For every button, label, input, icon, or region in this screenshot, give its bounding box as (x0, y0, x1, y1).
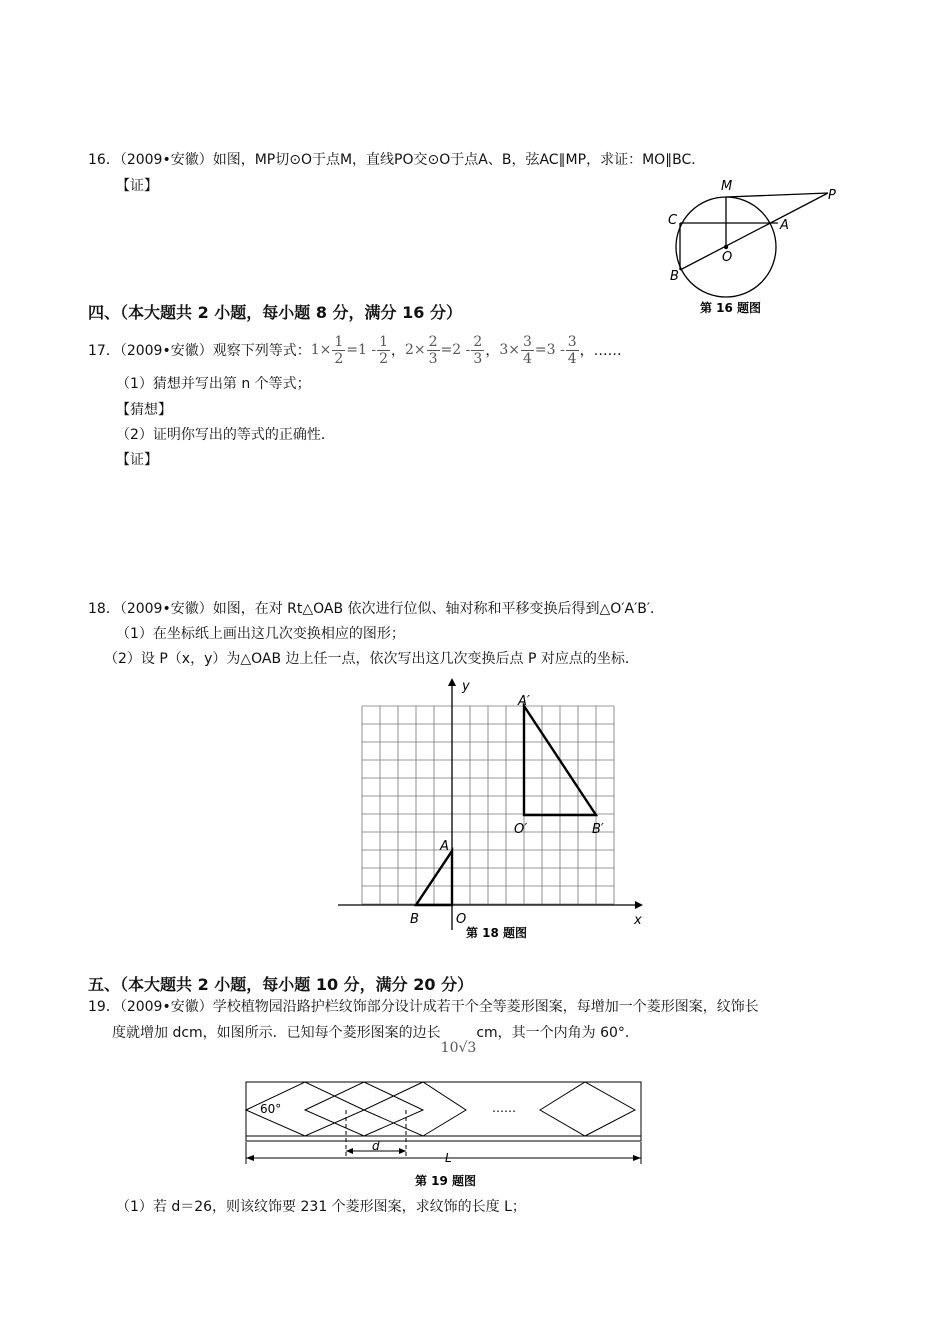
q17-sep2: ， (485, 343, 500, 359)
q18-label-x: x (634, 913, 642, 928)
q17-eq1-factor: 1× (310, 342, 332, 358)
q17-guess-label: 【猜想】 (116, 402, 172, 418)
q17-eq3-frac2: $\frac{3}{4}$ (567, 333, 577, 367)
q17-ellipsis: ，…… (579, 343, 622, 359)
q17-eq1-frac: $\frac{1}{2}$ (334, 333, 344, 367)
q16-label-P: P (828, 188, 836, 203)
q16-label-B: B (670, 269, 679, 284)
q17-part1: （1）猜想并写出第 n 个等式； (116, 376, 311, 392)
q18-label-B-prime: B′ (592, 822, 604, 837)
q19-angle-label: 60° (260, 1102, 282, 1116)
q16-figure (660, 175, 840, 320)
q19-d-label: d (372, 1139, 380, 1153)
q17-eq1-mid: =1 - (346, 342, 377, 358)
q17-eq1-frac2: $\frac{1}{2}$ (379, 333, 389, 367)
section-5-heading: 五、（本大题共 2 小题，每小题 10 分，满分 20 分） (88, 975, 474, 994)
q18-label-A-prime: A′ (518, 694, 530, 709)
q17-eq2-mid: =2 - (440, 342, 471, 358)
q17-statement (88, 328, 622, 372)
q17-part2: （2）证明你写出的等式的正确性． (116, 427, 335, 443)
q17-sep1: ， (391, 343, 406, 359)
q16-label-C: C (668, 213, 678, 228)
q17-eq2-factor: 2× (405, 342, 426, 358)
q16-label-A: A (780, 218, 789, 233)
q17-eq3-factor: 3× (499, 342, 520, 358)
q18-caption: 第 18 题图 (466, 926, 528, 940)
q16-label-O: O (722, 250, 733, 265)
q18-grid-figure (330, 672, 660, 944)
q18-label-O: O (456, 912, 467, 927)
q18-part1: （1）在坐标纸上画出这几次变换相应的图形； (116, 626, 405, 642)
q16-proof-label: 【证】 (116, 178, 158, 194)
q19-line2b: cm，其一个内角为 60°． (476, 1025, 639, 1041)
q19-pattern-figure (240, 1076, 648, 1194)
q19-statement-line2 (112, 1022, 639, 1064)
q17-eq2-frac: $\frac{2}{3}$ (428, 333, 438, 367)
q16-label-M: M (721, 179, 733, 194)
q17-eq3-frac: $\frac{3}{4}$ (522, 333, 532, 367)
q18-label-A: A (440, 839, 449, 854)
q19-L-label: L (445, 1151, 452, 1165)
q18-statement: 18．（2009•安徽）如图，在对 Rt△OAB 依次进行位似、轴对称和平移变换后得到△O′A′B′． (88, 601, 665, 617)
q18-part2: （2）设 P（x，y）为△OAB 边上任一点，依次写出这几次变换后点 P 对应点的坐标． (104, 651, 639, 667)
q17-eq2-frac2: $\frac{2}{3}$ (473, 333, 483, 367)
q19-statement-line1: 19．（2009•安徽）学校植物园沿路护栏纹饰部分设计成若干个全等菱形图案，每增加一个菱形图案，纹饰长 (88, 999, 759, 1015)
q17-prefix: 17．（2009•安徽）观察下列等式： (88, 343, 311, 359)
q18-label-O-prime: O′ (514, 822, 528, 837)
q16-statement: 16．（2009•安徽）如图，MP切⊙O于点M，直线PO交⊙O于点A、B，弦AC∥MP，求证：MO∥BC． (88, 152, 706, 168)
q19-caption: 第 19 题图 (415, 1174, 477, 1188)
q18-label-y: y (462, 679, 470, 694)
q17-eq3-mid: =3 - (534, 342, 565, 358)
q19-part1: （1）若 d＝26，则该纹饰要 231 个菱形图案，求纹饰的长度 L； (116, 1199, 526, 1215)
q19-line2a: 度就增加 dcm，如图所示．已知每个菱形图案的边长 (112, 1025, 441, 1041)
q17-proof-label: 【证】 (116, 452, 158, 468)
section-4-heading: 四、（本大题共 2 小题，每小题 8 分，满分 16 分） (88, 303, 462, 322)
q18-label-B: B (410, 912, 419, 927)
q19-ellipsis: …… (492, 1101, 516, 1115)
q19-radical: 10√3 (440, 1040, 477, 1056)
q16-caption: 第 16 题图 (700, 301, 762, 315)
